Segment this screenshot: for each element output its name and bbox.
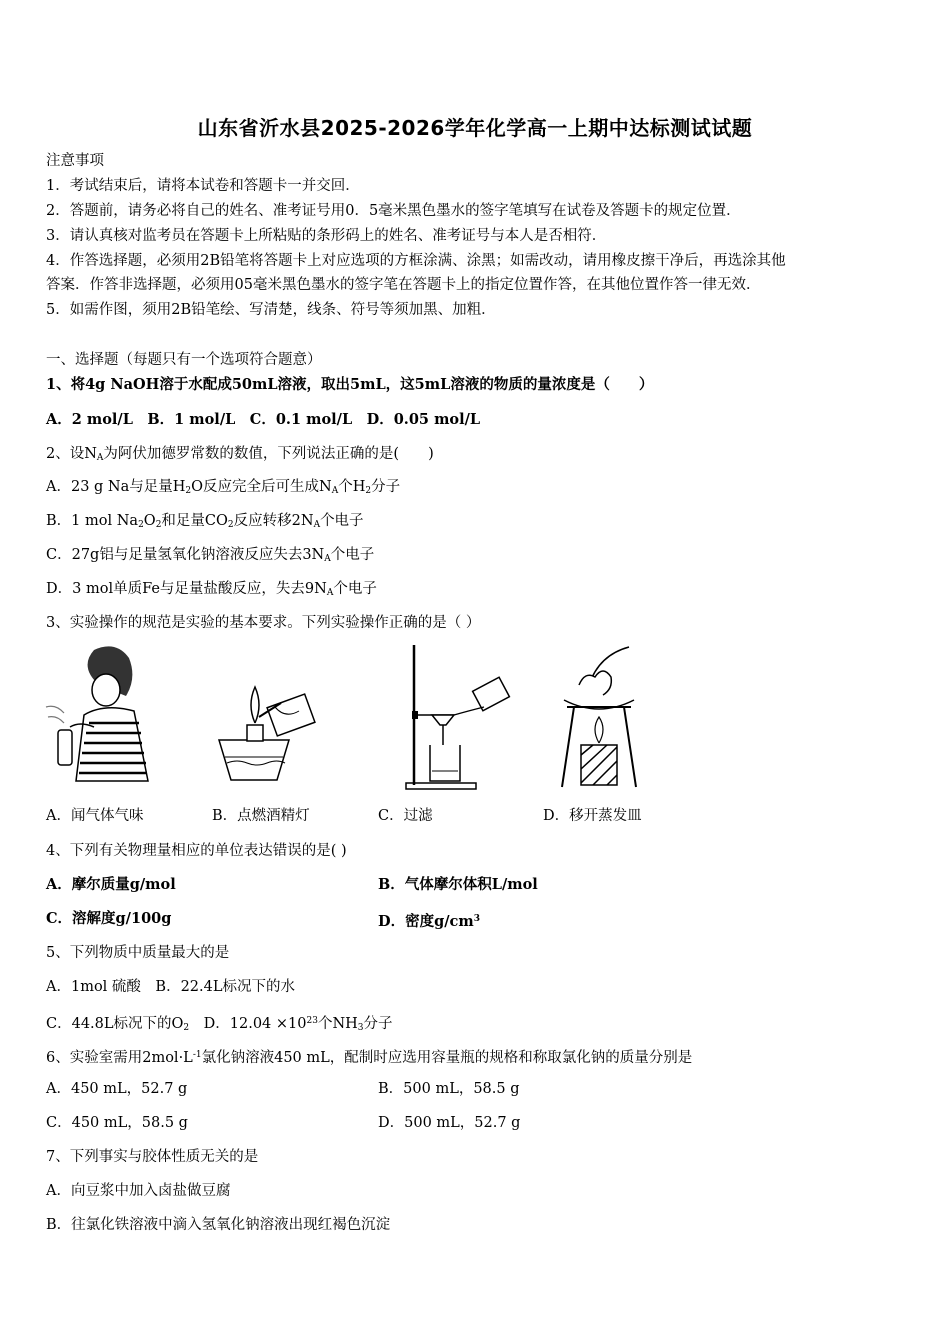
- notice-item-3: 3．请认真核对监考员在答题卡上所粘贴的条形码上的姓名、准考证号与本人是否相符．: [46, 228, 607, 244]
- section-heading: 一、选择题（每题只有一个选项符合题意）: [46, 352, 322, 368]
- filter-figure: [384, 645, 514, 795]
- q3-figures: [44, 645, 644, 795]
- q6-option-c: C．450 mL，58.5 g: [46, 1115, 188, 1131]
- q6-option-a: A．450 mL，52.7 g: [46, 1081, 188, 1097]
- q5-options-ab: A．1mol 硫酸 B．22.4L标况下的水: [46, 979, 295, 995]
- notice-item-4: 4．作答选择题，必须用2B铅笔将答题卡上对应选项的方框涂满、涂黑；如需改动，请用橡皮擦干净后，再选涂其他: [46, 253, 786, 269]
- notice-heading: 注意事项: [46, 153, 104, 169]
- q4-option-d: D．密度$g/cm^3$: [378, 913, 480, 930]
- q6-stem: 6、实验室需用$2mol\cdot L^{-1}$氯化钠溶液450 mL，配制时应选用容量瓶的规格和称取氯化钠的质量分别是: [46, 1050, 693, 1066]
- notice-item-1: 1．考试结束后，请将本试卷和答题卡一并交回．: [46, 178, 360, 194]
- q2-option-c: C．27g铝与足量氢氧化钠溶液反应失去$3N_A$个电子: [46, 547, 375, 564]
- move-evaporating-dish-figure: [549, 645, 644, 795]
- q5-stem: 5、下列物质中质量最大的是: [46, 945, 230, 961]
- page-title: 山东省沂水县2025-2026学年化学高一上期中达标测试试题: [197, 116, 753, 140]
- q3-option-d: D．移开蒸发皿: [543, 808, 642, 824]
- q4-option-b: B．气体摩尔体积L/mol: [378, 876, 538, 893]
- q7-option-b: B．往氯化铁溶液中滴入氢氧化钠溶液出现红褐色沉淀: [46, 1217, 391, 1233]
- q3-option-a: A．闻气体气味: [46, 808, 144, 824]
- q4-option-a: A．摩尔质量g/mol: [46, 876, 176, 893]
- q3-stem: 3、实验操作的规范是实验的基本要求。下列实验操作正确的是（ ）: [46, 615, 481, 631]
- q7-stem: 7、下列事实与胶体性质无关的是: [46, 1149, 259, 1165]
- notice-item-2: 2．答题前，请务必将自己的姓名、准考证号用0．5毫米黑色墨水的签字笔填写在试卷及答题卡的规定位置．: [46, 203, 741, 219]
- q2-option-b: B．1 mol $Na_2O_2$和足量$CO_2$反应转移$2N_A$个电子: [46, 513, 364, 530]
- smell-gas-figure: [44, 645, 154, 790]
- q2-option-d: D．3 mol单质Fe与足量盐酸反应，失去$9N_A$个电子: [46, 581, 377, 598]
- q5-options-cd: C．44.8L标况下的$O_2$ D．$12.04 \times 10^{23}$个$NH_3$分子: [46, 1016, 393, 1033]
- q1-options: A．2 mol/L B．1 mol/L C．0.1 mol/L D．0.05 mol/L: [46, 411, 481, 428]
- q3-option-c: C．过滤: [378, 808, 433, 824]
- q7-option-a: A．向豆浆中加入卤盐做豆腐: [46, 1183, 231, 1199]
- q3-option-b: B．点燃酒精灯: [212, 808, 310, 824]
- q4-option-c: C．溶解度g/100g: [46, 910, 172, 927]
- light-lamp-figure: [209, 645, 334, 790]
- q1-stem: 1、将4g NaOH溶于水配成50mL溶液，取出5mL，这5mL溶液的物质的量浓度是（ ）: [46, 376, 654, 393]
- q6-option-b: B．500 mL，58.5 g: [378, 1081, 520, 1097]
- q2-stem: 2、设$N_A$为阿伏加德罗常数的数值，下列说法正确的是( ): [46, 446, 434, 463]
- notice-item-4-cont: 答案．作答非选择题，必须用05毫米黑色墨水的签字笔在答题卡上的指定位置作答，在其他位置作答一律无效．: [46, 277, 761, 293]
- q6-option-d: D．500 mL，52.7 g: [378, 1115, 521, 1131]
- q2-option-a: A．23 g Na与足量$H_2O$反应完全后可生成$N_A$个$H_2$分子: [46, 479, 401, 496]
- q4-stem: 4、下列有关物理量相应的单位表达错误的是( ): [46, 843, 347, 859]
- notice-item-5: 5．如需作图，须用2B铅笔绘、写清楚，线条、符号等须加黑、加粗．: [46, 302, 496, 318]
